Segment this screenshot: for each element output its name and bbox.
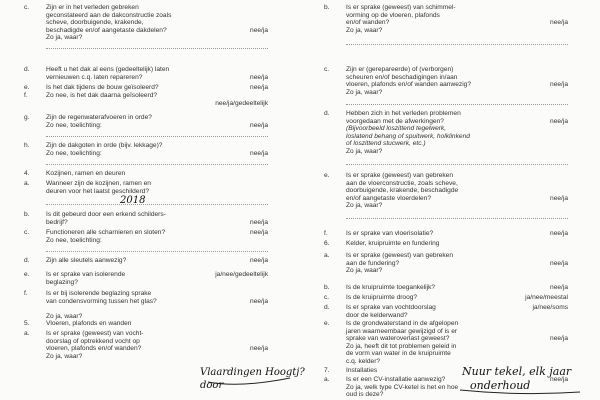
line-with-answer	[346, 81, 568, 89]
line: Zo ja, waar?	[346, 147, 383, 155]
section-number: 7.	[324, 367, 330, 374]
line: Is er sprake van vochtdoorslag	[346, 304, 436, 311]
section-number: 6.	[324, 240, 330, 247]
line-with-answer	[346, 284, 568, 292]
line: deuren voor het laatst geschilderd?	[46, 187, 150, 195]
line: Is er sprake (geweest) van gebreken	[346, 252, 454, 259]
answer-option[interactable]: nee/ja	[550, 81, 568, 89]
line: Zo ja, heeft dit tot problemen geleid in	[346, 342, 457, 350]
answer-line[interactable]	[346, 218, 568, 219]
line-with-answer	[46, 219, 268, 227]
line-with-answer	[346, 195, 568, 203]
line: en/of wanden?	[346, 19, 390, 27]
answer-option[interactable]: nee/ja	[550, 284, 568, 291]
answer-option[interactable]: nee/ja	[250, 26, 268, 34]
item-label: a.	[24, 330, 30, 337]
item-label: d.	[24, 257, 30, 264]
section-number: 4.	[24, 170, 30, 177]
answer-option[interactable]: nee/ja	[550, 335, 568, 343]
answer-option[interactable]: ja/nee/meestal	[525, 294, 568, 301]
item-label: b.	[24, 211, 30, 218]
line-with-answer	[46, 345, 268, 353]
line: Zo nee, is het dak daarna geïsoleerd?	[46, 92, 158, 99]
section-title: Kelder, kruipruimte en fundering	[346, 240, 440, 247]
item-label: f.	[24, 290, 28, 297]
item-text	[346, 4, 568, 34]
line-with-answer	[46, 122, 268, 130]
line: Zijn er (gerepareerde) of (verborgen)	[346, 66, 454, 73]
answer-option[interactable]: nee/ja	[550, 19, 568, 27]
answer-line[interactable]	[346, 104, 568, 105]
line-with-answer	[46, 229, 268, 237]
answer-option[interactable]: nee/ja	[550, 259, 568, 267]
item-text	[46, 290, 268, 320]
item-text	[346, 304, 568, 319]
answer-option[interactable]: nee/ja	[550, 117, 568, 125]
answer-option[interactable]: nee/ja	[250, 229, 268, 236]
line: Zo nee, toelichting:	[46, 121, 102, 129]
line: (Bijvoorbeeld loszittend tegelwerk,	[346, 125, 447, 133]
line: of loszittend stucwerk, etc.)	[346, 140, 426, 148]
item-text	[46, 92, 268, 107]
line: Heeft u het dak al eens (gedeeltelijk) laten	[46, 66, 170, 73]
item-text	[346, 376, 568, 399]
line: sprake van wateroverlast geweest?	[346, 335, 450, 343]
answer-option[interactable]: nee/ja	[550, 194, 568, 202]
item-text	[46, 114, 268, 129]
answer-option[interactable]: nee/ja	[250, 73, 268, 81]
line: Zo ja, waar?	[346, 26, 383, 34]
item-label: e.	[24, 271, 30, 278]
line: aan de vloerconstructie, zoals scheve,	[346, 179, 458, 187]
item-label: c.	[324, 66, 330, 73]
line: van condensvorming tussen het glas?	[46, 297, 157, 305]
item-label: a.	[324, 376, 330, 383]
line: vloeren, plafonds en/of wanden aanwezig?	[346, 81, 472, 89]
line: Zo nee, toelichting:	[46, 149, 102, 157]
line-with-answer	[346, 335, 568, 343]
answer-option[interactable]: nee/ja	[250, 297, 268, 305]
item-text	[46, 142, 268, 157]
answer-option[interactable]: nee/ja	[550, 376, 568, 383]
item-text	[346, 294, 568, 302]
item-text	[46, 4, 268, 42]
line-with-answer	[46, 84, 268, 92]
line: Is de kruipruimte droog?	[346, 294, 418, 301]
line: Zo ja, waar?	[46, 352, 83, 360]
line: Is er sprake (geweest) van vocht-	[46, 330, 144, 337]
handwritten-note-left-2: door	[200, 380, 224, 391]
line: Hebben zich in het verleden problemen	[346, 110, 461, 117]
line: Wanneer zijn de kozijnen, ramen en	[46, 180, 151, 187]
answer-option[interactable]: nee/ja	[550, 230, 568, 237]
item-text	[46, 271, 268, 286]
line: Zo ja, waar?	[346, 202, 383, 210]
line: Is de grondwaterstand in de afgelopen	[346, 320, 459, 327]
line: de vorm van water in de kruipruimte	[346, 350, 451, 358]
line: beschadigde en/of aangetaste dakdelen?	[46, 26, 167, 34]
line: Is er sprake (geweest) van gebreken	[346, 172, 454, 179]
line: aan de fundering?	[346, 259, 400, 267]
answer-option[interactable]: nee/ja/gedeeltelijk	[215, 99, 268, 107]
item-text	[346, 320, 568, 366]
line: Zo ja, welk type CV-ketel is het en hoe	[346, 383, 459, 391]
answer-option[interactable]: nee/ja	[250, 84, 268, 91]
line-with-answer	[346, 230, 568, 238]
line: vorming op de vloeren, plafonds	[346, 11, 440, 19]
answer-line[interactable]	[46, 164, 268, 165]
line-with-answer	[46, 298, 268, 306]
line: Zijn alle sleutels aanwezig?	[46, 257, 127, 264]
line: Is het dak tijdens de bouw geïsoleerd?	[46, 84, 159, 91]
line: Zo ja, waar?	[346, 267, 383, 275]
answer-option[interactable]: nee/ja	[250, 257, 268, 264]
item-label: f.	[24, 92, 28, 99]
answer-line[interactable]	[46, 204, 268, 205]
item-label: b.	[324, 284, 330, 291]
item-text	[46, 66, 268, 81]
item-label: d.	[24, 66, 30, 73]
item-text	[46, 84, 268, 92]
line-with-answer	[346, 260, 568, 268]
item-text	[46, 180, 268, 195]
left-column	[0, 0, 290, 400]
line: Zijn de dakgoten in orde (bijv. lekkage)?	[46, 142, 163, 149]
line: Is de kruipruimte toegankelijk?	[346, 284, 436, 291]
line-with-answer	[346, 304, 568, 312]
line: voorgedaan met de afwerkingen?	[346, 117, 444, 125]
handwritten-note-left-1: Vlaardingen Hoogtj?	[200, 367, 305, 378]
right-column	[300, 0, 590, 400]
item-label: d.	[324, 110, 330, 117]
line-with-answer	[46, 27, 268, 35]
line-with-answer	[46, 74, 268, 82]
item-text	[346, 252, 568, 275]
item-label: c.	[324, 294, 330, 301]
section-title: Installaties	[346, 367, 378, 374]
answer-option[interactable]: nee/ja	[250, 345, 268, 353]
item-text	[346, 66, 568, 96]
answer-line[interactable]	[346, 164, 568, 165]
line: Is er sprake van vloerisolatie?	[346, 230, 434, 237]
item-text	[346, 172, 568, 210]
handwritten-year: 2018	[120, 195, 146, 206]
handwritten-note-right-1: Nuur tekel, elk jaar	[462, 365, 572, 378]
line: Is er bij isolerende beglazing sprake	[46, 290, 152, 297]
answer-option[interactable]: ja/nee/soms	[532, 304, 568, 311]
answer-option[interactable]: nee/ja	[250, 121, 268, 129]
item-text	[46, 330, 268, 360]
item-label: e.	[324, 320, 330, 327]
line: Zo ja, waar?	[46, 34, 83, 42]
item-text	[346, 110, 568, 156]
section-number: 5.	[24, 320, 30, 327]
item-label: e.	[324, 172, 330, 179]
line: scheuren en/of beschadigingen in/aan	[346, 73, 458, 81]
item-label: a.	[324, 252, 330, 259]
line: en/of aangetaste vloerdelen?	[346, 194, 432, 202]
line: Zo nee, toelichting:	[46, 236, 102, 244]
line: Functioneren alle scharnieren en sloten?	[46, 229, 166, 236]
item-label: d.	[324, 304, 330, 311]
line: Zijn de regenwaterafvoeren in orde?	[46, 114, 152, 121]
line: doorbuigende, krakende, beschadigde	[346, 187, 459, 195]
item-label: b.	[324, 4, 330, 11]
line: Zijn er in het verleden gebreken	[46, 4, 139, 11]
line: loslatend behang of spuitwerk, holklinkend	[346, 132, 470, 140]
line: door de kelderwand?	[346, 311, 408, 319]
answer-option[interactable]: nee/ja	[250, 218, 268, 226]
line: Is er een CV-installatie aanwezig?	[346, 376, 446, 383]
line: Zo ja, waar?	[346, 88, 383, 96]
line-with-answer	[346, 294, 568, 302]
line: doorslag of optrekkend vocht op	[46, 337, 140, 345]
item-label: h.	[24, 142, 30, 149]
item-label: g.	[24, 114, 30, 121]
line	[46, 305, 268, 313]
item-label: a.	[24, 180, 30, 187]
answer-line[interactable]	[46, 48, 268, 49]
answer-option[interactable]: nee/ja	[250, 149, 268, 157]
line: Zo ja, waar?	[46, 312, 83, 320]
line-with-answer	[46, 271, 268, 279]
item-label: c.	[24, 4, 30, 11]
answer-line[interactable]	[346, 44, 568, 45]
line: vloeren, plafonds en/of wanden?	[46, 345, 142, 353]
line-with-answer	[346, 118, 568, 126]
line: Is er sprake (geweest) van schimmel-	[346, 4, 456, 11]
line: jaren waarneembaar gewijzigd of is er	[346, 327, 458, 335]
line: geconstateerd aan de dakconstructie zoals	[46, 11, 172, 19]
item-label: f.	[324, 230, 328, 237]
line: Is er sprake van isolerende	[46, 271, 126, 278]
line: vernieuwen c.q. laten repareren?	[46, 73, 143, 81]
item-text	[46, 257, 268, 265]
line: bedrijf?	[46, 218, 68, 226]
line: beglazing?	[46, 278, 78, 286]
section-title: Vloeren, plafonds en wanden	[46, 320, 132, 327]
item-label: e.	[24, 84, 30, 91]
section-title: Kozijnen, ramen en deuren	[46, 170, 126, 177]
handwritten-note-right-2: onderhoud	[470, 379, 531, 392]
line-with-answer	[346, 19, 568, 27]
line-with-answer	[46, 150, 268, 158]
item-text	[46, 211, 268, 226]
line: Is dit gebeurd door een erkend schilders-	[46, 211, 166, 218]
line: scheve, doorbuigende, krakende,	[46, 19, 144, 27]
answer-line[interactable]	[46, 136, 268, 137]
item-text	[46, 229, 268, 244]
line: c.q. kelder?	[346, 357, 381, 365]
item-text	[346, 230, 568, 238]
line: oud is deze?	[346, 391, 384, 399]
answer-line[interactable]	[46, 251, 268, 252]
answer-option[interactable]: ja/nee/gedeeltelijk	[215, 271, 268, 278]
line-with-answer	[46, 100, 268, 108]
item-label: c.	[24, 229, 30, 236]
line-with-answer	[46, 257, 268, 265]
item-text	[346, 284, 568, 292]
